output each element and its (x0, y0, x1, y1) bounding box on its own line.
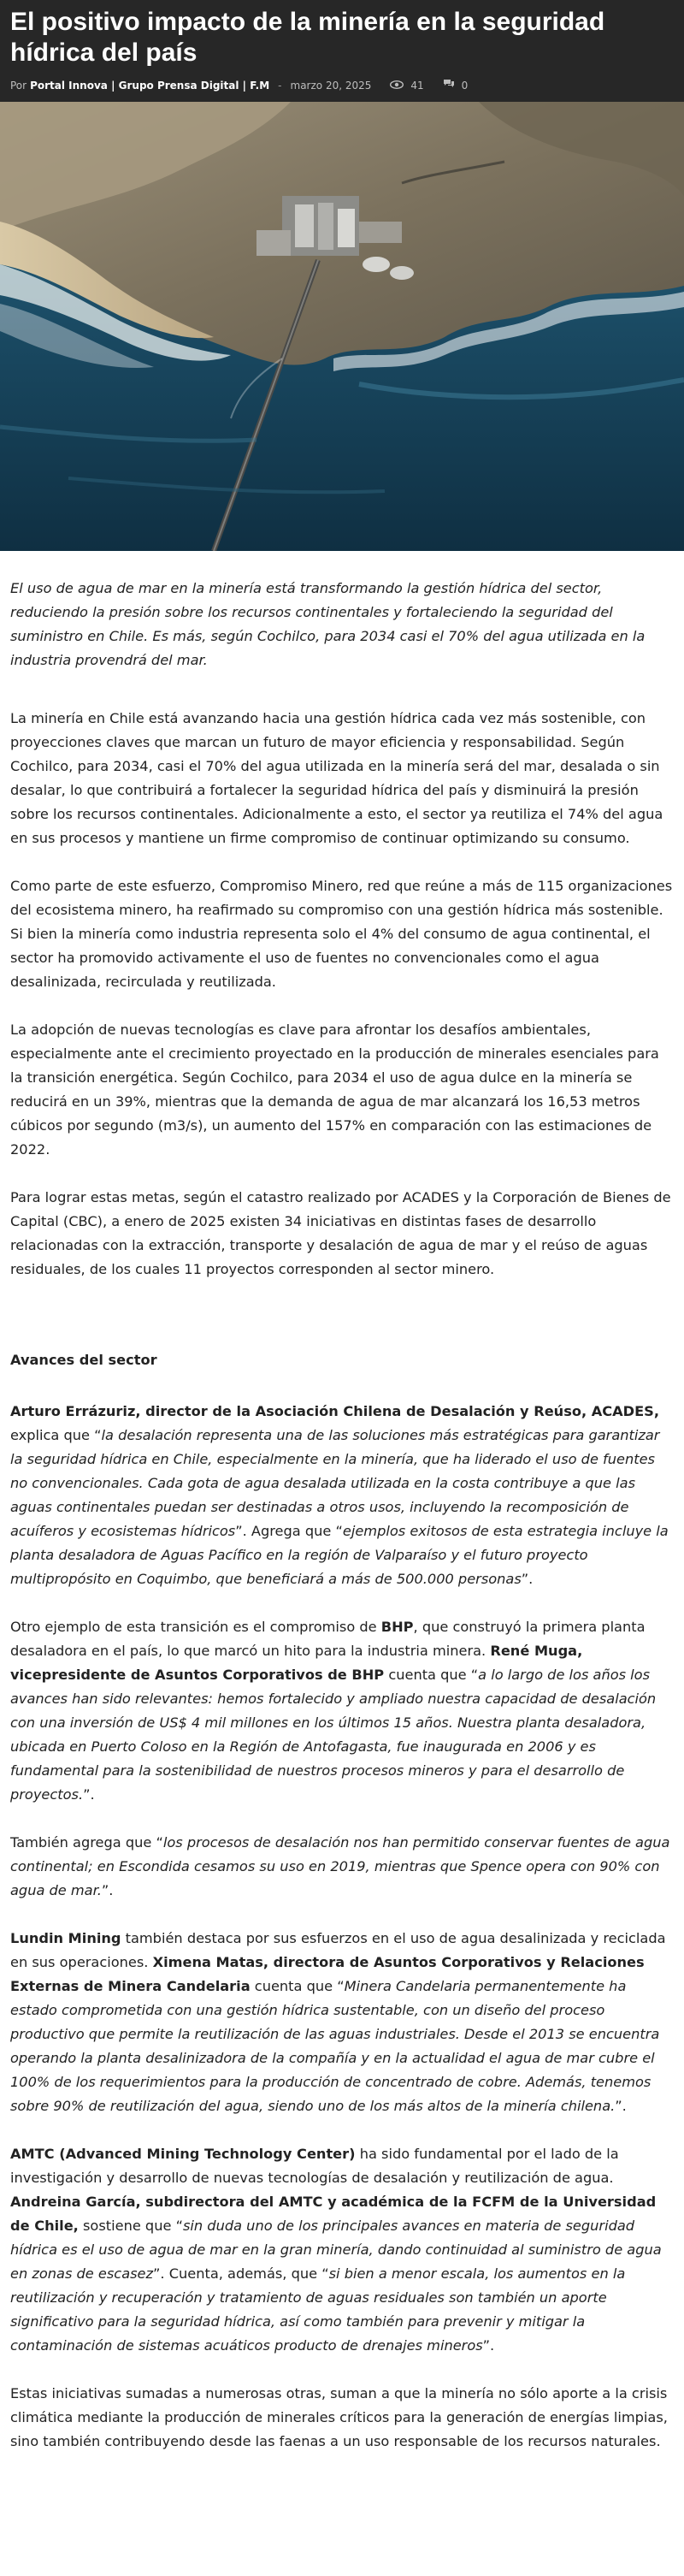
article-paragraph (10, 1831, 674, 1903)
speaker-name: René Muga, vicepresidente de Asuntos Corporativos de BHP (10, 1643, 583, 1683)
quote-text: los procesos de desalación nos han permitido conservar fuentes de agua continental; en Escondida cesamos su uso en 2019, mientras que Spence opera con 90% con agua de mar. (10, 1834, 670, 1898)
paragraph-text: ha sido fundamental por el lado de la investigación y desarrollo de nuevas tecnologías de desalación y reutilización de agua. (10, 2146, 619, 2186)
article-paragraph: La minería en Chile está avanzando hacia una gestión hídrica cada vez más sostenible, con proyecciones claves que marcan un futuro de mayor eficiencia y responsabilidad. Según Cochilco, para 2034, casi el 70% del agua utilizada en la minería será del mar, desalada o sin desalar, lo que contribuirá a fortalecer la seguridad hídrica del país y disminuirá la presión sobre los recursos continentales. Adicionalmente a esto, el sector ya reutiliza el 74% del agua en sus procesos y mantiene un firme compromiso de continuar optimizando su consumo. (10, 710, 663, 846)
meta-author-link[interactable]: Portal Innova | Grupo Prensa Digital | F.M (30, 79, 270, 92)
paragraph-text: También agrega que “ (10, 1834, 163, 1851)
article-paragraph: Como parte de este esfuerzo, Compromiso Minero, red que reúne a más de 115 organizaciones del ecosistema minero, ha reafirmado su compromiso con una gestión hídrica más sostenible. Si bien la minería como industria representa solo el 4% del consumo de agua continental, el sector ha promovido activamente el uso de fuentes no convencionales como el agua desalinizada, recirculada y reutilizada. (10, 878, 673, 990)
article-paragraph: Estas iniciativas sumadas a numerosas otras, suman a que la minería no sólo aporte a la crisis climática mediante la producción de minerales críticos para la generación de energías limpias, sino también contribuyendo desde las faenas a un uso responsable de los recursos naturales. (10, 2385, 668, 2449)
article-body (0, 551, 684, 2495)
section-heading: Avances del sector (10, 1352, 157, 1368)
paragraph-text: sostiene que “ (78, 2218, 183, 2234)
paragraph-text: ”. Agrega que “ (235, 1523, 343, 1539)
quote-text: Minera Candelaria permanentemente ha estado comprometida con una gestión hídrica sustentable, con un diseño del proceso productivo que permite la reutilización de las aguas industriales. Desde el 2013 se encuentra operando la planta desalinizadora de la compañía y en la actualidad el agua de mar cubre el 100% de los requerimientos para la producción de concentrado de cobre. Además, tenemos sobre 90% de reutilización del agua, siendo uno de los más altos de la minería chilena. (10, 1978, 660, 2114)
speaker-name: Arturo Errázuriz, director de la Asociación Chilena de Desalación y Reúso, ACADES, (10, 1403, 659, 1419)
quote-text: la desalación representa una de las soluciones más estratégicas para garantizar la seguridad hídrica en Chile, especialmente en la minería, que ha liderado el uso de fuentes no convencionales. Cada gota de agua desalada utilizada en la costa contribuye a que las aguas continentales puedan ser destinadas a otros usos, incluyendo la recomposición de acuíferos y ecosistemas hídricos (10, 1427, 660, 1539)
paragraph-text: explica que “ (10, 1427, 102, 1443)
article-meta (10, 79, 674, 92)
article-title: El positivo impacto de la minería en la seguridad hídrica del país (10, 8, 605, 67)
article-paragraph (10, 2142, 674, 2358)
meta-by-label: Por (10, 79, 27, 92)
paragraph-text: ”. (101, 1882, 114, 1898)
paragraph-text: ”. Cuenta, además, que “ (153, 2265, 329, 2282)
article-header (0, 0, 684, 102)
paragraph-text: también destaca por sus esfuerzos en el uso de agua desalinizada y reciclada en sus operaciones. (10, 1930, 666, 1970)
quote-text: si bien a menor escala, los aumentos en la reutilización y recuperación y tratamiento de aguas residuales son también un aporte significativo para la seguridad hídrica, así como también para prevenir y mitigar la contaminación de sistemas acuáticos producto de drenajes mineros (10, 2265, 626, 2354)
paragraph-text: , que construyó la primera planta desaladora en el país, lo que marcó un hito para la industria minera. (10, 1619, 646, 1659)
paragraph-text: ”. (615, 2098, 627, 2114)
paragraph-text: ”. (482, 2337, 495, 2354)
article-paragraph (10, 1927, 674, 2118)
article-paragraph: La adopción de nuevas tecnologías es clave para afrontar los desafíos ambientales, especialmente ante el crecimiento proyectado en la producción de minerales esenciales para la transición energética. Según Cochilco, para 2034 el uso de agua dulce en la minería se reducirá en un 39%, mientras que la demanda de agua de mar alcanzará los 16,53 metros cúbicos por segundo (m3/s), un aumento del 157% en comparación con las estimaciones de 2022. (10, 1022, 659, 1158)
speaker-name: Andreina García, subdirectora del AMTC y académica de la FCFM de la Universidad de Chile, (10, 2194, 657, 2234)
meta-views-count: 41 (410, 79, 424, 92)
article-paragraph (10, 1615, 674, 1807)
company-name: BHP (380, 1619, 414, 1635)
meta-separator: - (278, 79, 282, 92)
meta-comments-count[interactable]: 0 (461, 79, 469, 92)
paragraph-text: ”. (83, 1786, 95, 1803)
quote-text: ejemplos exitosos de esta estrategia incluye la planta desaladora de Aguas Pacífico en la región de Valparaíso y el futuro proyecto multipropósito en Coquimbo, que beneficiará a más de 500.000 personas (10, 1523, 669, 1587)
hero-image (0, 102, 684, 551)
eye-icon (390, 80, 404, 92)
paragraph-text: cuenta que “ (250, 1978, 345, 1994)
article-paragraph: Para lograr estas metas, según el catastro realizado por ACADES y la Corporación de Bienes de Capital (CBC), a enero de 2025 existen 34 iniciativas en distintas fases de desarrollo relacionadas con la extracción, transporte y desalación de agua de mar y el reúso de aguas residuales, de los cuales 11 proyectos corresponden al sector minero. (10, 1189, 671, 1277)
article-paragraph (10, 1400, 674, 1591)
meta-date: marzo 20, 2025 (290, 79, 372, 92)
paragraph-text: Otro ejemplo de esta transición es el compromiso de (10, 1619, 381, 1635)
paragraph-text: ”. (521, 1571, 534, 1587)
speaker-name: Ximena Matas, directora de Asuntos Corporativos y Relaciones Externas de Minera Candelaria (10, 1954, 645, 1994)
paragraph-text: cuenta que “ (384, 1667, 479, 1683)
company-name: Lundin Mining (10, 1930, 121, 1946)
company-name: AMTC (Advanced Mining Technology Center) (10, 2146, 356, 2162)
quote-text: sin duda uno de los principales avances en materia de seguridad hídrica es el uso de agua de mar en la gran minería, dando continuidad al suministro de agua en zonas de escasez (10, 2218, 662, 2282)
article-lead: El uso de agua de mar en la minería está transformando la gestión hídrica del sector, reduciendo la presión sobre los recursos continentales y fortaleciendo la seguridad del suministro en Chile. Es más, según Cochilco, para 2034 casi el 70% del agua utilizada en la industria provendrá del mar. (10, 580, 646, 668)
quote-text: a lo largo de los años los avances han sido relevantes: hemos fortalecido y ampliado nuestra capacidad de desalación con una inversión de US$ 4 mil millones en los últimos 15 años. Nuestra planta desaladora, ubicada en Puerto Coloso en la Región de Antofagasta, fue inaugurada en 2006 y es fundamental para la sostenibilidad de nuestros procesos mineros y para el desarrollo de proyectos. (10, 1667, 657, 1803)
comments-icon[interactable] (443, 79, 455, 92)
